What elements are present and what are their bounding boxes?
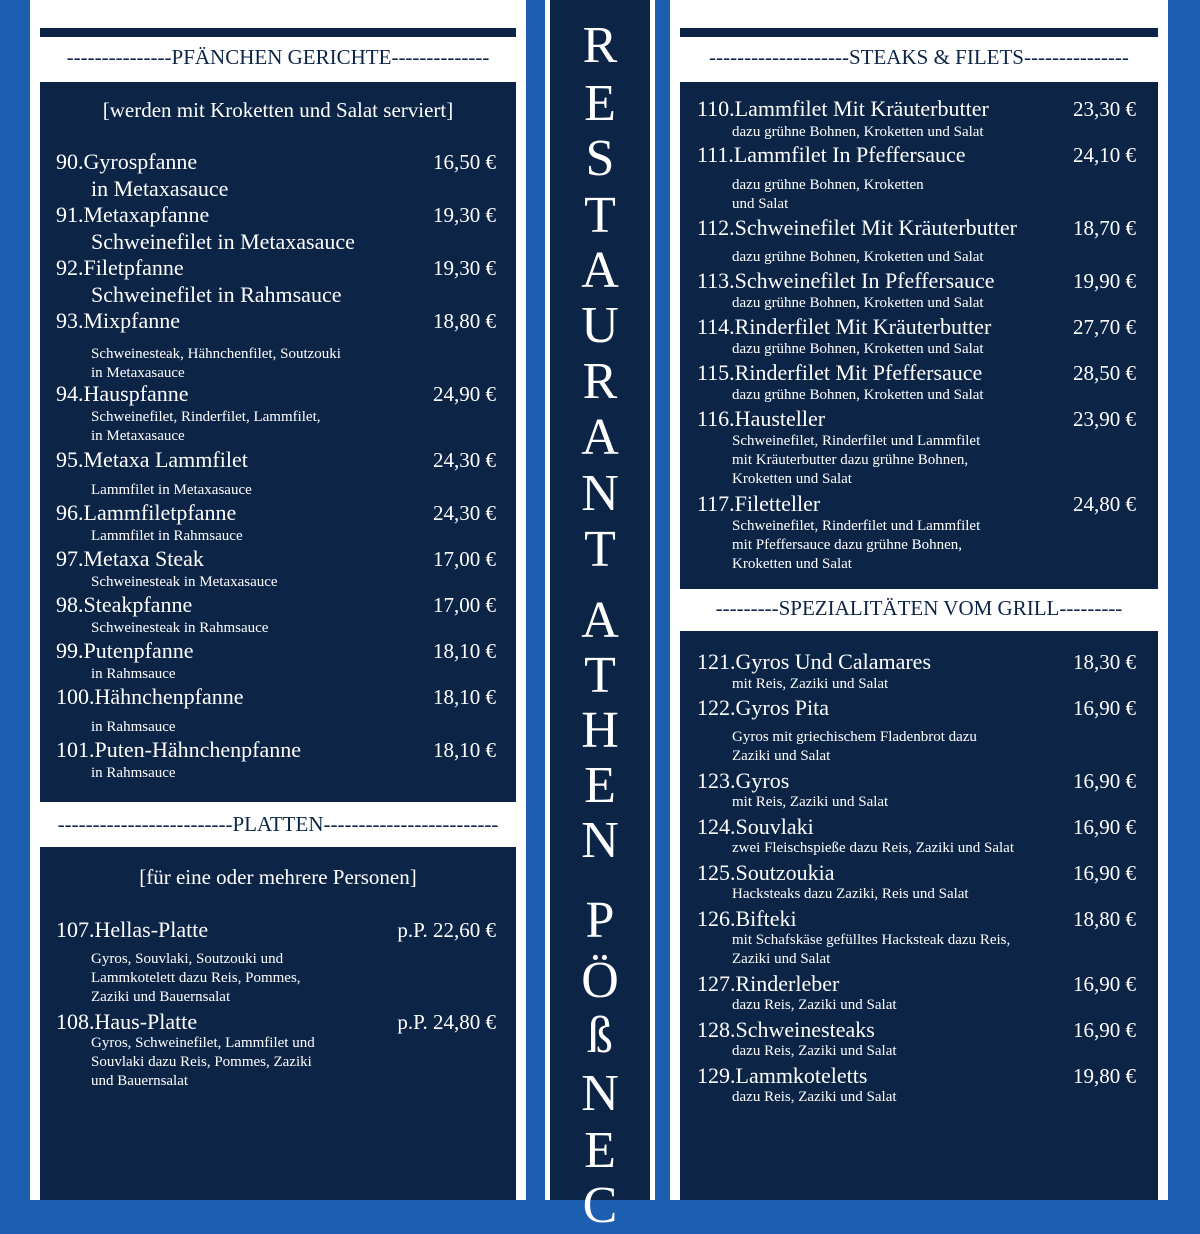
- menu-item-description: Zaziki und Salat: [732, 748, 831, 764]
- title-letter: U: [581, 297, 619, 354]
- menu-item-price: 17,00 €: [433, 547, 496, 571]
- menu-item-name: 126.Bifteki: [697, 906, 797, 931]
- menu-item-description: Schweinefilet, Rinderfilet und Lammfilet: [732, 433, 981, 449]
- menu-item-price: 16,90 €: [1073, 696, 1136, 720]
- menu-item-name: 117.Filetteller: [697, 491, 821, 516]
- title-letter: E: [584, 1122, 616, 1179]
- restaurant-title-vertical: [550, 0, 650, 1234]
- menu-item-name: 90.Gyrospfanne: [56, 149, 198, 174]
- menu-item-description: Kroketten und Salat: [732, 471, 852, 487]
- menu-item-description: in Rahmsauce: [91, 666, 176, 682]
- title-letter: T: [584, 521, 616, 578]
- title-letter: ß: [587, 1007, 613, 1064]
- menu-item-description: in Rahmsauce: [91, 719, 176, 735]
- menu-item-name: 110.Lammfilet Mit Kräuterbutter: [697, 96, 989, 121]
- menu-item-description: dazu Reis, Zaziki und Salat: [732, 1089, 897, 1105]
- menu-item-price: 16,90 €: [1073, 815, 1136, 839]
- menu-item-price: 18,80 €: [1073, 907, 1136, 931]
- section-title-pfaenchen: ---------------PFÄNCHEN GERICHTE--------------: [66, 45, 490, 69]
- menu-item-description: mit Kräuterbutter dazu grühne Bohnen,: [732, 452, 969, 468]
- menu-item-price: 17,00 €: [433, 593, 496, 617]
- menu-item-name: 96.Lammfiletpfanne: [56, 500, 237, 525]
- menu-item-description: mit Reis, Zaziki und Salat: [732, 794, 889, 810]
- section-title-platten: -------------------------PLATTEN-------------------------: [57, 812, 499, 836]
- pfaenchen-box: [40, 82, 516, 802]
- menu-item-price: 23,30 €: [1073, 97, 1136, 121]
- menu-item-name: 92.Filetpfanne: [56, 255, 184, 280]
- menu-item-name: 108.Haus-Platte: [56, 1009, 198, 1034]
- menu-item-description: dazu Reis, Zaziki und Salat: [732, 1043, 897, 1059]
- title-letter: N: [581, 465, 619, 522]
- menu-item-description: dazu grühne Bohnen, Kroketten und Salat: [732, 387, 984, 403]
- title-letter: A: [581, 409, 619, 466]
- menu-item-description: in Metaxasauce: [91, 428, 185, 444]
- menu-item-description: Kroketten und Salat: [732, 556, 852, 572]
- menu-item-description: in Rahmsauce: [91, 765, 176, 781]
- pfaenchen-subtitle: [werden mit Kroketten und Salat serviert]: [102, 98, 454, 122]
- title-letter: N: [581, 812, 619, 869]
- menu-item-price: 16,90 €: [1073, 1018, 1136, 1042]
- menu-item-name: 122.Gyros Pita: [697, 695, 829, 720]
- right-menu-panel: [670, 0, 1168, 1200]
- menu-item-price: 19,30 €: [433, 203, 496, 227]
- menu-item-price: 18,70 €: [1073, 216, 1136, 240]
- menu-item-description: Lammfilet in Rahmsauce: [91, 528, 243, 544]
- menu-item-name: 129.Lammkoteletts: [697, 1063, 868, 1088]
- menu-item-description: Zaziki und Bauernsalat: [91, 989, 231, 1005]
- menu-item-name: 128.Schweinesteaks: [697, 1017, 875, 1042]
- menu-item-name: 99.Putenpfanne: [56, 638, 194, 663]
- menu-item-name: 95.Metaxa Lammfilet: [56, 447, 248, 472]
- menu-item-price: 24,30 €: [433, 448, 496, 472]
- section-title-steaks: --------------------STEAKS & FILETS---------------: [709, 45, 1129, 69]
- menu-item-price: 28,50 €: [1073, 361, 1136, 385]
- title-letter: E: [584, 757, 616, 814]
- menu-item-price: 27,70 €: [1073, 315, 1136, 339]
- title-letter: A: [581, 592, 619, 649]
- menu-item-description: Schweinefilet, Rinderfilet und Lammfilet: [732, 518, 981, 534]
- menu-item-price: 24,10 €: [1073, 143, 1136, 167]
- menu-item-description: mit Schafskäse gefülltes Hacksteak dazu Reis,: [732, 932, 1011, 948]
- title-letter: C: [582, 1177, 618, 1234]
- menu-item-price: 19,80 €: [1073, 1064, 1136, 1088]
- title-letter: P: [585, 892, 615, 949]
- title-letter: R: [582, 17, 618, 74]
- menu-item-name: 91.Metaxapfanne: [56, 202, 210, 227]
- menu-item-price: 16,90 €: [1073, 769, 1136, 793]
- menu-item-description: mit Reis, Zaziki und Salat: [732, 676, 889, 692]
- title-letter: T: [584, 187, 616, 244]
- menu-item-description: dazu grühne Bohnen, Kroketten und Salat: [732, 249, 984, 265]
- menu-item-description: und Salat: [732, 196, 789, 212]
- menu-item-name: 123.Gyros: [697, 768, 790, 793]
- menu-item-price: 18,10 €: [433, 639, 496, 663]
- menu-item-name: 100.Hähnchenpfanne: [56, 684, 244, 709]
- title-letter: E: [584, 75, 616, 132]
- menu-item-price: 24,80 €: [1073, 492, 1136, 516]
- menu-item-price: 18,10 €: [433, 738, 496, 762]
- menu-item-name: 97.Metaxa Steak: [56, 546, 204, 571]
- title-letter: Ö: [581, 952, 619, 1009]
- menu-item-name: 116.Hausteller: [697, 406, 826, 431]
- menu-item-name: 98.Steakpfanne: [56, 592, 193, 617]
- menu-item-name: 111.Lammfilet In Pfeffersauce: [697, 142, 966, 167]
- platten-box: [40, 847, 516, 1200]
- top-bar: [40, 28, 516, 37]
- menu-item-description: dazu grühne Bohnen, Kroketten: [732, 177, 924, 193]
- menu-item-price: p.P. 22,60 €: [397, 918, 496, 942]
- menu-item-description: und Bauernsalat: [91, 1073, 189, 1089]
- menu-item-description: dazu grühne Bohnen, Kroketten und Salat: [732, 124, 984, 140]
- menu-item-name: 125.Soutzoukia: [697, 860, 835, 885]
- center-title-strip: [545, 0, 655, 1234]
- menu-item-name: 112.Schweinefilet Mit Kräuterbutter: [697, 215, 1017, 240]
- menu-item-name: 115.Rinderfilet Mit Pfeffersauce: [697, 360, 983, 385]
- platten-subtitle: [für eine oder mehrere Personen]: [139, 865, 417, 889]
- menu-item-description: dazu Reis, Zaziki und Salat: [732, 997, 897, 1013]
- menu-item-description: Schweinesteak, Hähnchenfilet, Soutzouki: [91, 346, 341, 362]
- menu-item-description: Souvlaki dazu Reis, Pommes, Zaziki: [91, 1054, 312, 1070]
- menu-item-price: 16,90 €: [1073, 861, 1136, 885]
- menu-item-name: 101.Puten-Hähnchenpfanne: [56, 737, 301, 762]
- menu-item-description: zwei Fleischspieße dazu Reis, Zaziki und Salat: [732, 840, 1015, 856]
- top-bar: [680, 28, 1158, 37]
- title-letter: A: [581, 242, 619, 299]
- menu-item-price: 16,50 €: [433, 150, 496, 174]
- menu-item-name: 93.Mixpfanne: [56, 308, 181, 333]
- grill-box: [680, 631, 1158, 1200]
- menu-item-price: p.P. 24,80 €: [397, 1010, 496, 1034]
- menu-item-description: dazu grühne Bohnen, Kroketten und Salat: [732, 295, 984, 311]
- menu-item-price: 19,90 €: [1073, 269, 1136, 293]
- menu-item-description: Zaziki und Salat: [732, 951, 831, 967]
- menu-item-name: 124.Souvlaki: [697, 814, 814, 839]
- menu-item-description: dazu grühne Bohnen, Kroketten und Salat: [732, 341, 984, 357]
- menu-item-price: 24,30 €: [433, 501, 496, 525]
- menu-item-name: 121.Gyros Und Calamares: [697, 649, 932, 674]
- menu-item-description: Schweinefilet in Metaxasauce: [91, 229, 355, 254]
- menu-item-description: Gyros, Souvlaki, Soutzouki und: [91, 951, 284, 967]
- menu-item-description: Lammkotelett dazu Reis, Pommes,: [91, 970, 301, 986]
- menu-item-name: 113.Schweinefilet In Pfeffersauce: [697, 268, 995, 293]
- menu-item-price: 24,90 €: [433, 382, 496, 406]
- steaks-box: [680, 82, 1158, 589]
- menu-item-description: Gyros, Schweinefilet, Lammfilet und: [91, 1035, 315, 1051]
- menu-item-description: Schweinefilet, Rinderfilet, Lammfilet,: [91, 409, 321, 425]
- menu-item-description: Schweinefilet in Rahmsauce: [91, 282, 342, 307]
- menu-item-price: 16,90 €: [1073, 972, 1136, 996]
- title-letter: S: [585, 130, 615, 187]
- title-letter: N: [581, 1065, 619, 1122]
- menu-item-description: in Metaxasauce: [91, 176, 229, 201]
- menu-item-description: Lammfilet in Metaxasauce: [91, 482, 252, 498]
- menu-item-price: 18,10 €: [433, 685, 496, 709]
- title-letter: H: [581, 702, 619, 759]
- title-letter: R: [582, 353, 618, 410]
- menu-item-price: 18,30 €: [1073, 650, 1136, 674]
- menu-item-name: 114.Rinderfilet Mit Kräuterbutter: [697, 314, 992, 339]
- menu-item-description: Gyros mit griechischem Fladenbrot dazu: [732, 729, 977, 745]
- menu-item-description: Hacksteaks dazu Zaziki, Reis und Salat: [732, 886, 969, 902]
- menu-item-price: 23,90 €: [1073, 407, 1136, 431]
- menu-item-description: mit Pfeffersauce dazu grühne Bohnen,: [732, 537, 963, 553]
- menu-item-name: 107.Hellas-Platte: [56, 917, 209, 942]
- title-letter: T: [584, 647, 616, 704]
- menu-item-price: 18,80 €: [433, 309, 496, 333]
- menu-item-description: Schweinesteak in Rahmsauce: [91, 620, 269, 636]
- menu-item-description: Schweinesteak in Metaxasauce: [91, 574, 278, 590]
- menu-item-name: 127.Rinderleber: [697, 971, 840, 996]
- menu-item-price: 19,30 €: [433, 256, 496, 280]
- left-menu-panel: [30, 0, 526, 1200]
- section-title-grill: ---------SPEZIALITÄTEN VOM GRILL---------: [715, 596, 1123, 620]
- menu-item-name: 94.Hauspfanne: [56, 381, 189, 406]
- menu-item-description: in Metaxasauce: [91, 365, 185, 381]
